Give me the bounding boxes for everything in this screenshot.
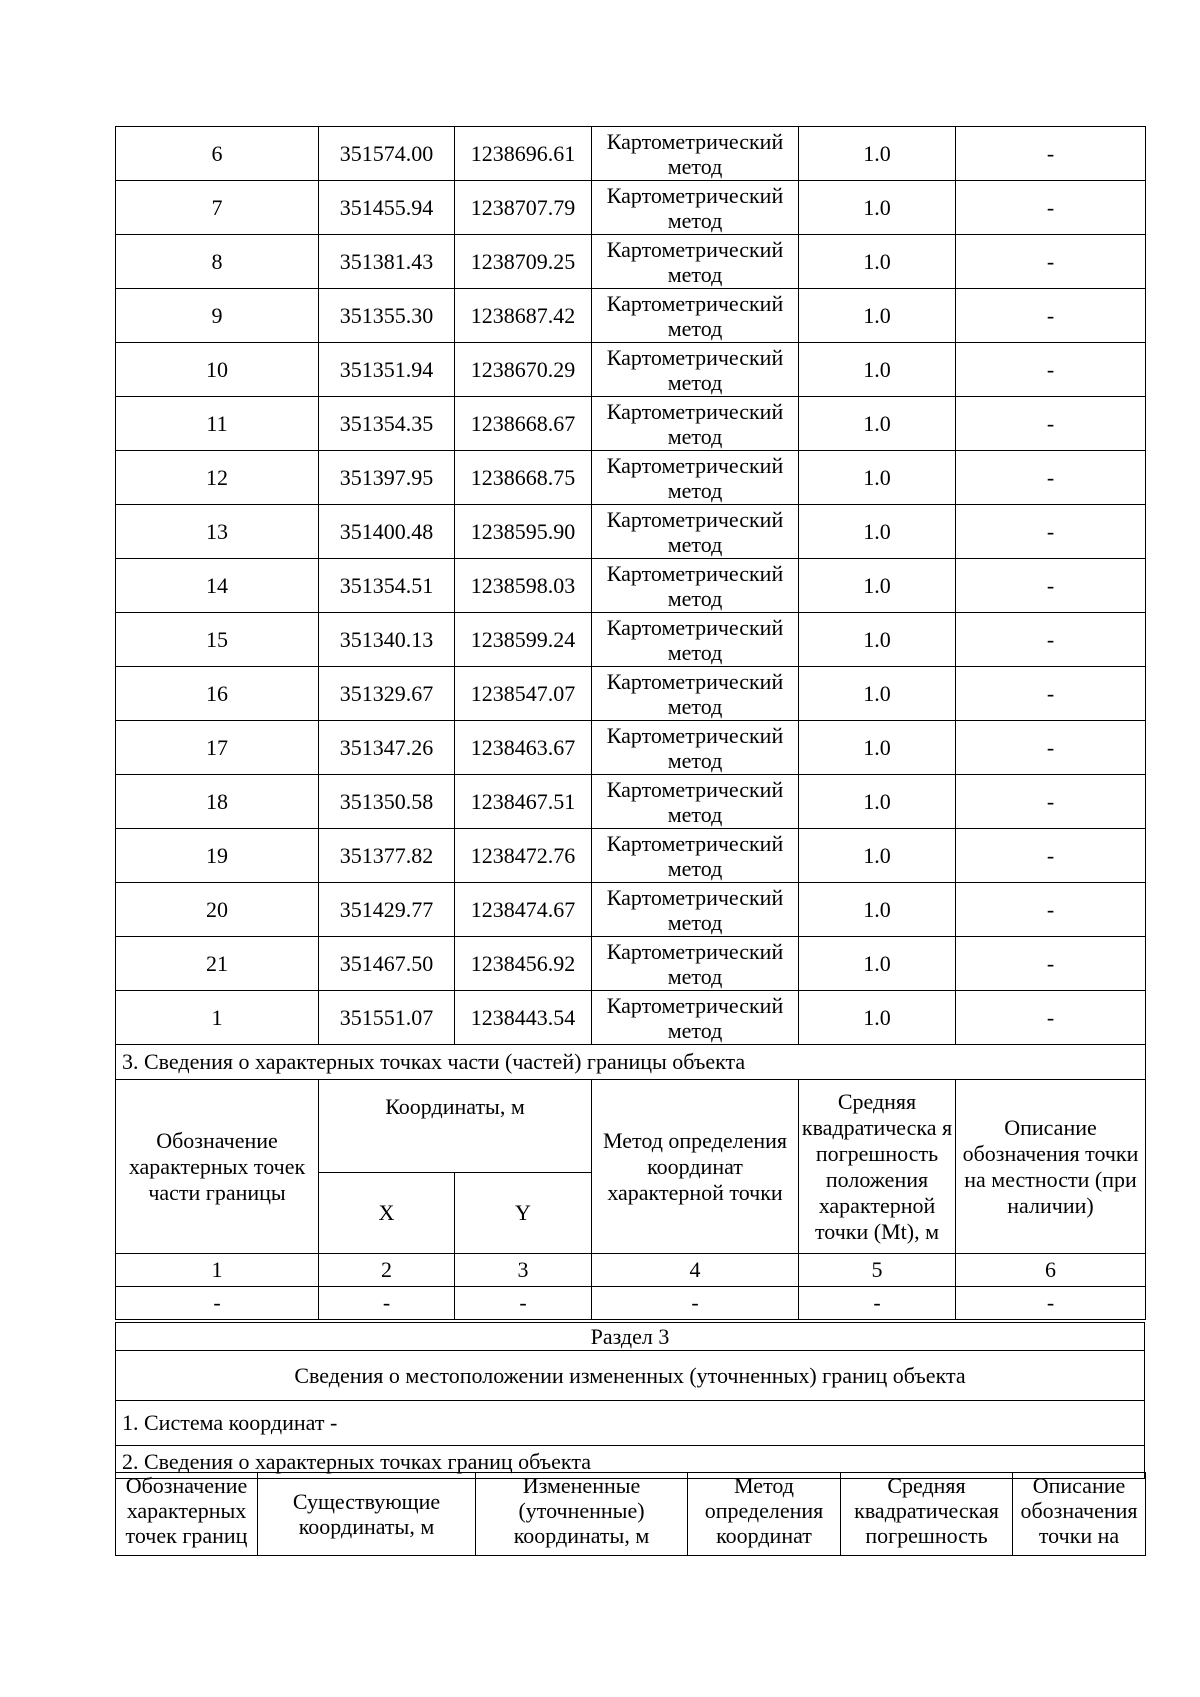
- y-coordinate-cell: 1238472.76: [455, 829, 592, 883]
- table-row: [116, 667, 1146, 721]
- section-razdel-3: [115, 1322, 1145, 1479]
- table-row: [116, 343, 1146, 397]
- x-coordinate-cell: 351400.48: [319, 505, 455, 559]
- empty-cell: -: [799, 1287, 956, 1320]
- method-cell: Картометрический метод: [592, 343, 799, 397]
- table-row: [116, 289, 1146, 343]
- y-coordinate-cell: 1238474.67: [455, 883, 592, 937]
- mt-value-cell: 1.0: [799, 667, 956, 721]
- description-cell: -: [956, 343, 1146, 397]
- description-cell: -: [956, 883, 1146, 937]
- x-coordinate-cell: 351354.51: [319, 559, 455, 613]
- point-id-cell: 11: [116, 397, 319, 451]
- description-cell: -: [956, 937, 1146, 991]
- point-id-cell: 13: [116, 505, 319, 559]
- coordinate-system: 1. Система координат -: [116, 1401, 1145, 1446]
- y-coordinate-cell: 1238598.03: [455, 559, 592, 613]
- table-row: [116, 397, 1146, 451]
- x-coordinate-cell: 351397.95: [319, 451, 455, 505]
- method-cell: Картометрический метод: [592, 397, 799, 451]
- mt-value-cell: 1.0: [799, 829, 956, 883]
- method-cell: Картометрический метод: [592, 235, 799, 289]
- description-cell: -: [956, 505, 1146, 559]
- method-cell: Картометрический метод: [592, 829, 799, 883]
- y-coordinate-cell: 1238463.67: [455, 721, 592, 775]
- x-coordinate-cell: 351355.30: [319, 289, 455, 343]
- point-id-cell: 12: [116, 451, 319, 505]
- x-coordinate-cell: 351340.13: [319, 613, 455, 667]
- point-id-cell: 10: [116, 343, 319, 397]
- mt-value-cell: 1.0: [799, 775, 956, 829]
- description-cell: -: [956, 721, 1146, 775]
- method-cell: Картометрический метод: [592, 667, 799, 721]
- header-method: Метод определения координат: [688, 1473, 841, 1556]
- razdel-title: Сведения о местоположении измененных (уточненных) границ объекта: [116, 1351, 1145, 1401]
- x-coordinate-cell: 351455.94: [319, 181, 455, 235]
- x-coordinate-cell: 351347.26: [319, 721, 455, 775]
- y-coordinate-cell: 1238668.67: [455, 397, 592, 451]
- table-row: [116, 883, 1146, 937]
- header-coordinates: Координаты, м: [319, 1080, 592, 1173]
- mt-value-cell: 1.0: [799, 991, 956, 1045]
- table-row: [116, 505, 1146, 559]
- empty-cell: -: [116, 1287, 319, 1320]
- description-cell: -: [956, 559, 1146, 613]
- description-cell: -: [956, 667, 1146, 721]
- header-designation: Обозначение характерных точек границ: [116, 1473, 258, 1556]
- empty-cell: -: [956, 1287, 1146, 1320]
- empty-cell: -: [592, 1287, 799, 1320]
- table-row: [116, 721, 1146, 775]
- y-coordinate-cell: 1238595.90: [455, 505, 592, 559]
- point-id-cell: 18: [116, 775, 319, 829]
- y-coordinate-cell: 1238547.07: [455, 667, 592, 721]
- x-coordinate-cell: 351350.58: [319, 775, 455, 829]
- table-row: [116, 559, 1146, 613]
- header-description: Описание обозначения точки на: [1013, 1473, 1146, 1556]
- empty-cell: -: [455, 1287, 592, 1320]
- header-mt: Средняя квадратическа я погрешность положения характерной точки (Mt), м: [799, 1080, 956, 1254]
- column-number: 3: [455, 1254, 592, 1287]
- method-cell: Картометрический метод: [592, 613, 799, 667]
- point-id-cell: 19: [116, 829, 319, 883]
- method-cell: Картометрический метод: [592, 721, 799, 775]
- table-row: [116, 775, 1146, 829]
- y-coordinate-cell: 1238670.29: [455, 343, 592, 397]
- y-coordinate-cell: 1238443.54: [455, 991, 592, 1045]
- y-coordinate-cell: 1238668.75: [455, 451, 592, 505]
- method-cell: Картометрический метод: [592, 181, 799, 235]
- table-row: [116, 991, 1146, 1045]
- point-id-cell: 17: [116, 721, 319, 775]
- table-row: [116, 613, 1146, 667]
- description-cell: -: [956, 289, 1146, 343]
- y-coordinate-cell: 1238707.79: [455, 181, 592, 235]
- description-cell: -: [956, 991, 1146, 1045]
- table-row: [116, 127, 1146, 181]
- mt-value-cell: 1.0: [799, 451, 956, 505]
- header-mt: Средняя квадратическая погрешность: [841, 1473, 1013, 1556]
- x-coordinate-cell: 351467.50: [319, 937, 455, 991]
- mt-value-cell: 1.0: [799, 289, 956, 343]
- mt-value-cell: 1.0: [799, 721, 956, 775]
- section-3-title: 3. Сведения о характерных точках части (частей) границы объекта: [116, 1045, 1146, 1080]
- mt-value-cell: 1.0: [799, 235, 956, 289]
- point-id-cell: 8: [116, 235, 319, 289]
- table-row: [116, 829, 1146, 883]
- description-cell: -: [956, 127, 1146, 181]
- header-method: Метод определения координат характерной точки: [592, 1080, 799, 1254]
- point-id-cell: 9: [116, 289, 319, 343]
- x-coordinate-cell: 351377.82: [319, 829, 455, 883]
- mt-value-cell: 1.0: [799, 397, 956, 451]
- mt-value-cell: 1.0: [799, 937, 956, 991]
- point-id-cell: 6: [116, 127, 319, 181]
- mt-value-cell: 1.0: [799, 613, 956, 667]
- point-id-cell: 21: [116, 937, 319, 991]
- header-x: X: [319, 1173, 455, 1254]
- method-cell: Картометрический метод: [592, 883, 799, 937]
- table-row: [116, 181, 1146, 235]
- empty-cell: -: [319, 1287, 455, 1320]
- y-coordinate-cell: 1238709.25: [455, 235, 592, 289]
- point-id-cell: 14: [116, 559, 319, 613]
- x-coordinate-cell: 351329.67: [319, 667, 455, 721]
- mt-value-cell: 1.0: [799, 505, 956, 559]
- x-coordinate-cell: 351574.00: [319, 127, 455, 181]
- description-cell: -: [956, 397, 1146, 451]
- table-row: [116, 235, 1146, 289]
- y-coordinate-cell: 1238467.51: [455, 775, 592, 829]
- mt-value-cell: 1.0: [799, 181, 956, 235]
- points-table-body: [116, 127, 1146, 1045]
- point-id-cell: 7: [116, 181, 319, 235]
- method-cell: Картометрический метод: [592, 505, 799, 559]
- method-cell: Картометрический метод: [592, 451, 799, 505]
- description-cell: -: [956, 181, 1146, 235]
- method-cell: Картометрический метод: [592, 991, 799, 1045]
- header-existing-coords: Существующие координаты, м: [258, 1473, 476, 1556]
- method-cell: Картометрический метод: [592, 559, 799, 613]
- mt-value-cell: 1.0: [799, 127, 956, 181]
- description-cell: -: [956, 235, 1146, 289]
- header-designation: Обозначение характерных точек части границы: [116, 1080, 319, 1254]
- mt-value-cell: 1.0: [799, 343, 956, 397]
- description-cell: -: [956, 829, 1146, 883]
- header-y: Y: [455, 1173, 592, 1254]
- header-changed-coords: Измененные (уточненные) координаты, м: [476, 1473, 688, 1556]
- point-id-cell: 16: [116, 667, 319, 721]
- description-cell: -: [956, 451, 1146, 505]
- mt-value-cell: 1.0: [799, 883, 956, 937]
- table-row: [116, 937, 1146, 991]
- column-number: 1: [116, 1254, 319, 1287]
- point-id-cell: 15: [116, 613, 319, 667]
- point-id-cell: 20: [116, 883, 319, 937]
- point-id-cell: 1: [116, 991, 319, 1045]
- method-cell: Картометрический метод: [592, 127, 799, 181]
- x-coordinate-cell: 351351.94: [319, 343, 455, 397]
- x-coordinate-cell: 351429.77: [319, 883, 455, 937]
- changed-boundaries-header: [115, 1472, 1146, 1556]
- x-coordinate-cell: 351551.07: [319, 991, 455, 1045]
- x-coordinate-cell: 351381.43: [319, 235, 455, 289]
- method-cell: Картометрический метод: [592, 937, 799, 991]
- header-description: Описание обозначения точки на местности (при наличии): [956, 1080, 1146, 1254]
- points-subtitle: 2. Сведения о характерных точках границ объекта: [116, 1446, 1145, 1479]
- y-coordinate-cell: 1238696.61: [455, 127, 592, 181]
- description-cell: -: [956, 613, 1146, 667]
- column-number: 2: [319, 1254, 455, 1287]
- boundary-points-table: [115, 126, 1146, 1320]
- y-coordinate-cell: 1238687.42: [455, 289, 592, 343]
- column-number: 5: [799, 1254, 956, 1287]
- column-number: 4: [592, 1254, 799, 1287]
- table-row: [116, 451, 1146, 505]
- razdel-label: Раздел 3: [116, 1323, 1145, 1351]
- method-cell: Картометрический метод: [592, 289, 799, 343]
- y-coordinate-cell: 1238599.24: [455, 613, 592, 667]
- description-cell: -: [956, 775, 1146, 829]
- mt-value-cell: 1.0: [799, 559, 956, 613]
- column-number: 6: [956, 1254, 1146, 1287]
- method-cell: Картометрический метод: [592, 775, 799, 829]
- x-coordinate-cell: 351354.35: [319, 397, 455, 451]
- y-coordinate-cell: 1238456.92: [455, 937, 592, 991]
